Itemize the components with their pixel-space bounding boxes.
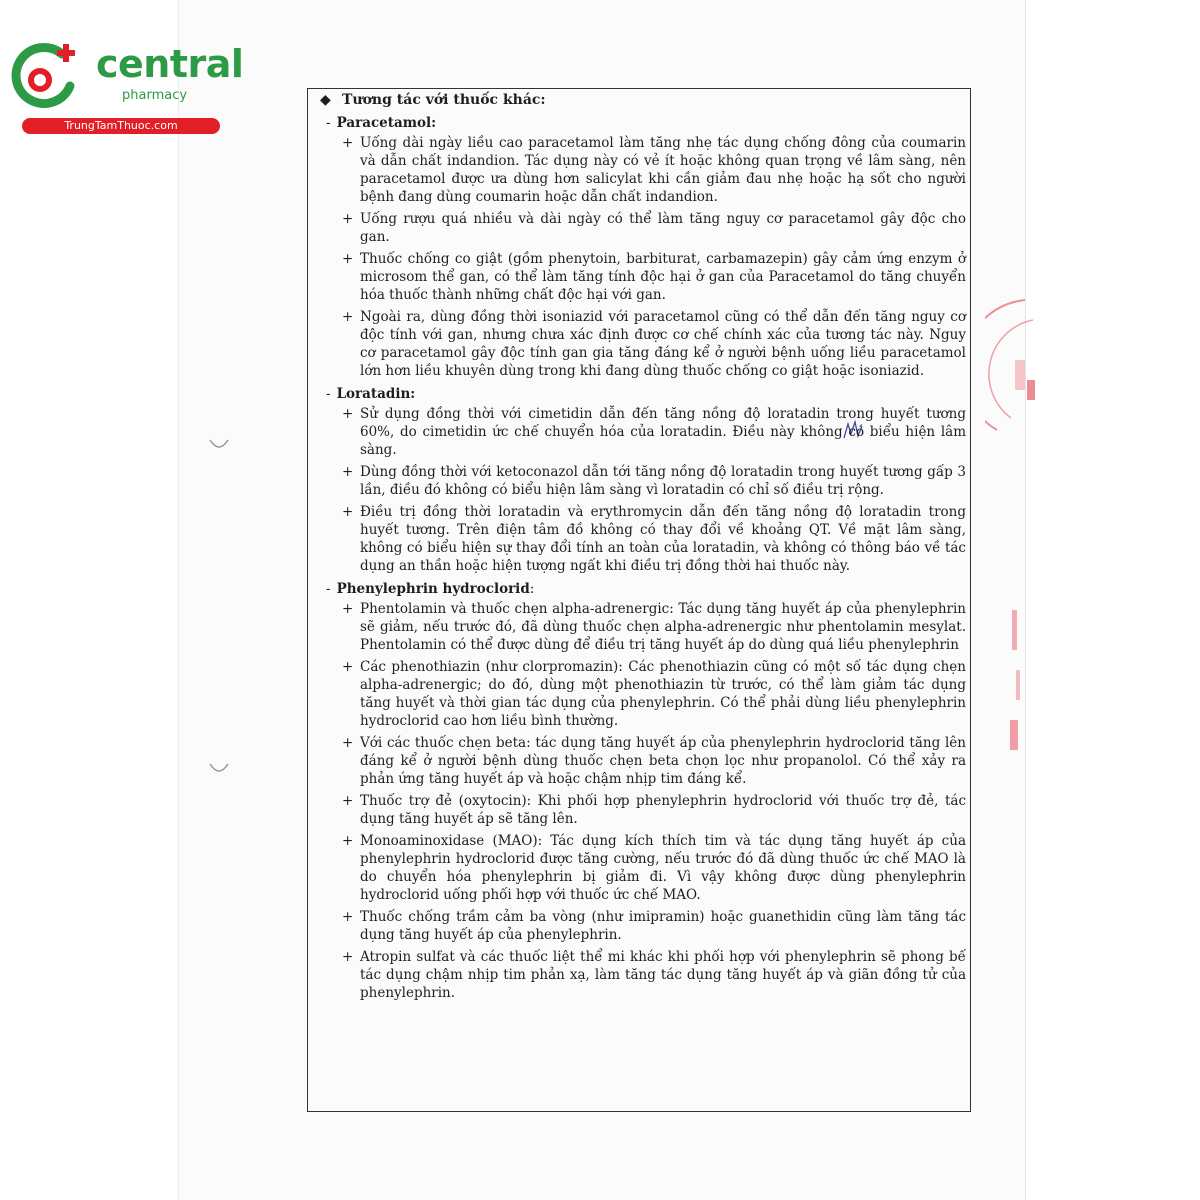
list-item: + Ngoài ra, dùng đồng thời isoniazid với paracetamol cũng có thể dẫn đến tăng nguy cơ độc tính với gan, nhưng chưa xác định được cơ chế chính xác của tương tác này. Nguy cơ paracetamol gây độc tính gan gia tăng đáng kể ở người bệnh uống liều paracetamol lớn hơn liều khuyên dùng trong khi đang dùng thuốc chống co giật hoặc isoniazid. <box>342 309 966 379</box>
section-list <box>320 405 972 575</box>
brand-subtitle: pharmacy <box>122 88 188 103</box>
section-title: - Phenylephrin hydroclorid: <box>326 581 535 597</box>
list-item: + Thuốc trợ đẻ (oxytocin): Khi phối hợp phenylephrin hydroclorid với thuốc trợ đẻ, tác dụng tăng huyết áp sẽ tăng lên. <box>342 793 966 827</box>
brand-logo[interactable] <box>10 38 244 138</box>
brand-url: TrungTamThuoc.com <box>22 118 220 134</box>
red-stamp-fragment-icon <box>985 290 1045 440</box>
list-item: + Atropin sulfat và các thuốc liệt thể mi khác khi phối hợp với phenylephrin sẽ phong bế tác dụng chậm nhịp tim phản xạ, làm tăng tác dụng tăng huyết áp và giãn đồng tử của phenylephrin. <box>342 949 966 1001</box>
list-item: + Thuốc chống co giật (gồm phenytoin, barbiturat, carbamazepin) gây cảm ứng enzym ở microsom thể gan, có thể làm tăng tính độc hại ở gan của Paracetamol do tăng chuyển hóa thuốc thành những chất độc hại với gan. <box>342 251 966 303</box>
document-content <box>320 91 972 1006</box>
heading-text: Tương tác với thuốc khác: <box>342 92 546 108</box>
section-list <box>320 134 972 380</box>
list-item: + Điều trị đồng thời loratadin và erythromycin dẫn đến tăng nồng độ loratadin trong huyết tương. Trên điện tâm đồ không có thay đổi về khoảng QT. Về mặt lâm sàng, không có biểu hiện sự thay đổi tính an toàn của loratadin, và không có thông báo về tác dụng an thần hoặc hiện tượng ngất khi điều trị đồng thời hai thuốc này. <box>342 504 966 574</box>
punch-hole-icon <box>208 760 230 778</box>
section-title: - Paracetamol: <box>326 115 437 131</box>
list-item: + Uống rượu quá nhiều và dài ngày có thể làm tăng nguy cơ paracetamol gây độc cho gan. <box>342 211 966 245</box>
list-item: + Với các thuốc chẹn beta: tác dụng tăng huyết áp của phenylephrin hydroclorid tăng lên đáng kể ở người bệnh dùng thuốc chẹn beta chọn lọc như propanolol. Có thể xảy ra phản ứng tăng huyết áp và hoặc chậm nhịp tim đáng kể. <box>342 735 966 787</box>
punch-hole-icon <box>208 436 230 454</box>
diamond-bullet-icon: ◆ <box>320 92 331 108</box>
list-item: + Dùng đồng thời với ketoconazol dẫn tới tăng nồng độ loratadin trong huyết tương gấp 3 lần, điều đó không có biểu hiện lâm sàng vì loratadin có chỉ số điều trị rộng. <box>342 464 966 498</box>
list-item: + Uống dài ngày liều cao paracetamol làm tăng nhẹ tác dụng chống đông của coumarin và dẫn chất indandion. Tác dụng này có vẻ ít hoặc không quan trọng về lâm sàng, nên paracetamol được ưa dùng hơn salicylat khi cần giảm đau nhẹ hoặc hạ sốt cho người bệnh đang dùng coumarin hoặc dẫn chất indandion. <box>342 135 966 205</box>
list-item: + Các phenothiazin (như clorpromazin): Các phenothiazin cũng có một số tác dụng chẹn alpha-adrenergic; do đó, dùng một phenothiazin từ trước, có thể làm giảm tác dụng tăng huyết và thời gian tác dụng của phenylephrin. Có thể phải dùng liều phenylephrin hydroclorid cao hơn liều bình thường. <box>342 659 966 729</box>
central-pharmacy-logo-icon <box>10 40 80 110</box>
list-item: + Monoaminoxidase (MAO): Tác dụng kích thích tim và tác dụng tăng huyết áp của phenylephrin hydroclorid được tăng cường, nếu trước đó đã dùng thuốc ức chế MAO là do chuyển hóa phenylephrin bị giảm đi. Vì vậy không được dùng phenylephrin hydroclorid uống phối hợp với thuốc ức chế MAO. <box>342 833 966 903</box>
document-heading <box>320 91 972 109</box>
list-item: + Sử dụng đồng thời với cimetidin dẫn đến tăng nồng độ loratadin trong huyết tương 60%, do cimetidin ức chế chuyển hóa của loratadin. Điều này không có biểu hiện lâm sàng. <box>342 406 966 458</box>
brand-name: central <box>96 42 244 86</box>
list-item: + Thuốc chống trầm cảm ba vòng (như imipramin) hoặc guanethidin cũng làm tăng tác dụng tăng huyết áp của phenylephrin. <box>342 909 966 943</box>
red-mark-fragment-icon <box>1006 600 1036 760</box>
section-list <box>320 600 972 1002</box>
list-item: + Phentolamin và thuốc chẹn alpha-adrenergic: Tác dụng tăng huyết áp của phenylephrin sẽ giảm, nếu trước đó, đã dùng thuốc chẹn alpha-adrenergic như phentolamin mesylat. Phentolamin có thể được dùng để điều trị tăng huyết áp do dùng quá liều phenylephrin <box>342 601 966 653</box>
section-title: - Loratadin: <box>326 386 416 402</box>
